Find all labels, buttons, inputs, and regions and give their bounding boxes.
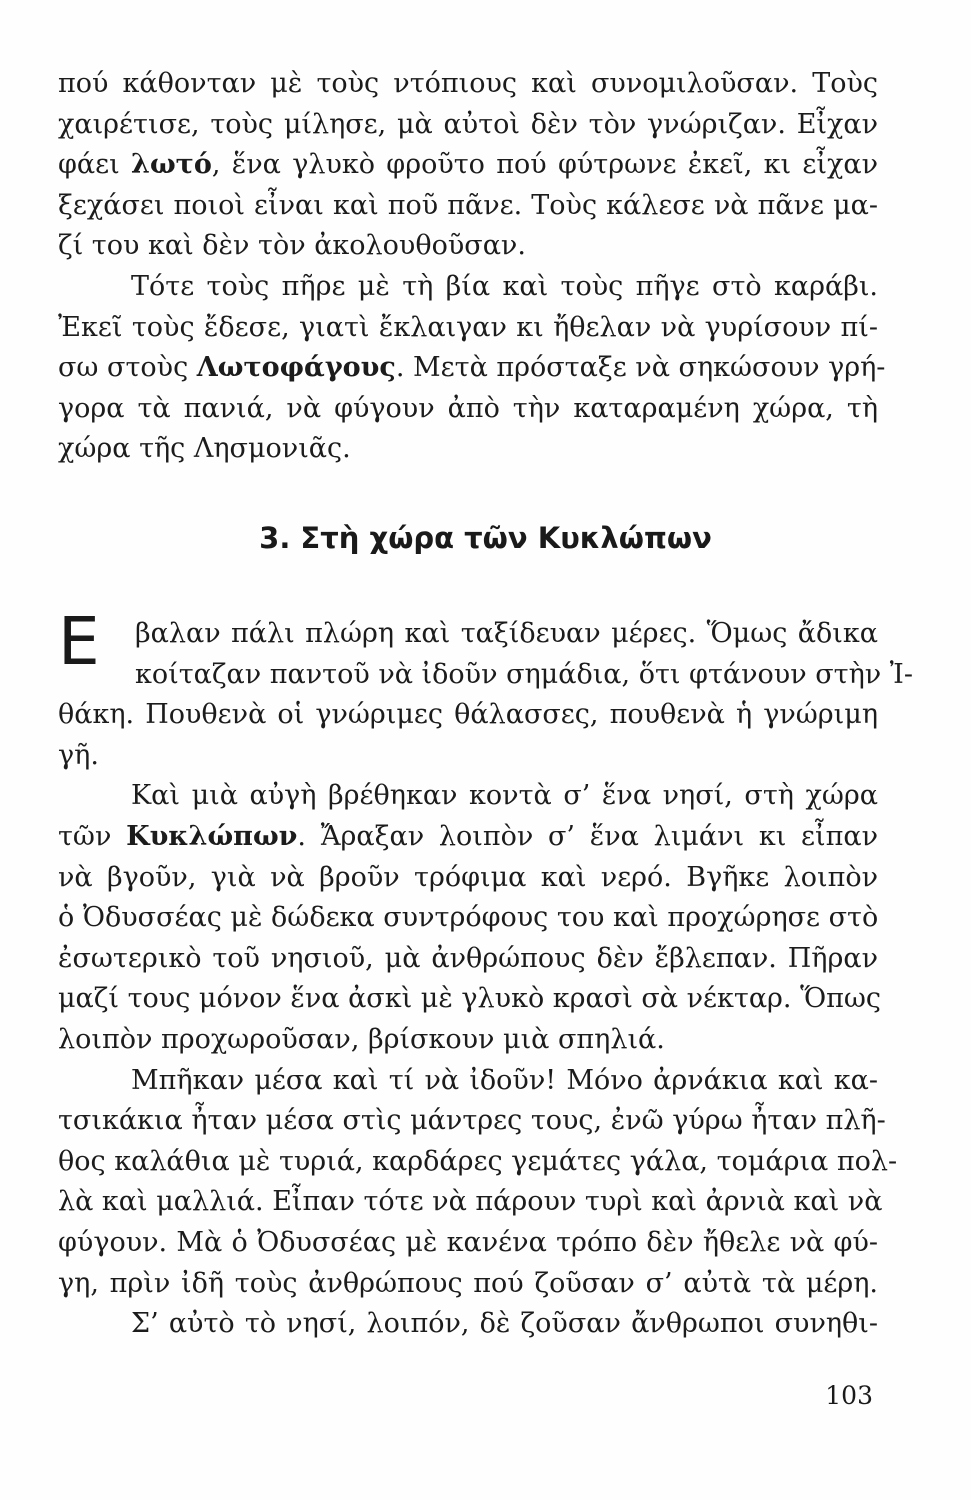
bold-term-cyclopes: Κυκλώπων <box>126 820 298 852</box>
text-run: σω στοὺς <box>58 352 197 384</box>
text-run: . Μετὰ πρόσταξε νὰ σηκώσουν γρή- <box>395 352 886 384</box>
drop-cap: Ε <box>58 603 100 680</box>
text-line: πού κάθονταν μὲ τοὺς ντόπιους καὶ συνομιλοῦσαν. Τοὺς <box>58 68 878 99</box>
bold-term-lotus: λωτό <box>131 149 212 181</box>
text-line <box>58 817 878 858</box>
text-line <box>58 348 886 389</box>
text-line: Σ’ αὐτὸ τὸ νησί, λοιπόν, δὲ ζοῦσαν ἄνθρωποι συνηθι- <box>131 1308 878 1340</box>
text-line: τσικάκια ἦταν μέσα στὶς μάντρες τους, ἐνῶ γύρω ἦταν πλῆ- <box>58 1105 886 1137</box>
text-line: θάκη. Πουθενὰ οἱ γνώριμες θάλασσες, πουθενὰ ἡ γνώριμη <box>58 699 878 731</box>
text-line: φύγουν. Μὰ ὁ Ὀδυσσέας μὲ κανένα τρόπο δὲν ἤθελε νὰ φύ- <box>58 1226 878 1258</box>
text-line: χαιρέτισε, τοὺς μίλησε, μὰ αὐτοὶ δὲν τὸν γνώριζαν. Εἶχαν <box>58 108 878 140</box>
text-line: βαλαν πάλι πλώρη καὶ ταξίδευαν μέρες. Ὅμως ἄδικα <box>135 618 878 649</box>
text-line: κοίταζαν παντοῦ νὰ ἰδοῦν σημάδια, ὅτι φτάνουν στὴν Ἰ- <box>135 658 913 690</box>
text-line <box>58 145 878 186</box>
text-run: , ἕνα γλυκὸ φροῦτο πού φύτρωνε ἐκεῖ, κι εἶχαν <box>211 149 878 181</box>
text-line: Ἐκεῖ τοὺς ἔδεσε, γιατὶ ἔκλαιγαν κι ἤθελαν νὰ γυρίσουν πί- <box>58 311 878 343</box>
paragraph-block-cyclopes <box>58 603 913 1345</box>
text-line: ὁ Ὀδυσσέας μὲ δώδεκα συντρόφους του καὶ προχώρησε στὸ <box>58 902 879 934</box>
text-line: ἐσωτερικὸ τοῦ νησιοῦ, μὰ ἀνθρώπους δὲν ἔβλεπαν. Πῆραν <box>58 942 878 974</box>
text-line: λοιπὸν προχωροῦσαν, βρίσκουν μιὰ σπηλιά. <box>58 1023 665 1055</box>
text-line: Καὶ μιὰ αὐγὴ βρέθηκαν κοντὰ σ’ ἕνα νησί, στὴ χώρα <box>131 780 878 812</box>
text-line: θος καλάθια μὲ τυριά, καρδάρες γεμάτες γάλα, τομάρια πολ- <box>58 1145 898 1177</box>
text-run: φάει <box>58 149 132 181</box>
text-line: ξεχάσει ποιοὶ εἶναι καὶ ποῦ πᾶνε. Τοὺς κάλεσε νὰ πᾶνε μα- <box>58 189 878 221</box>
text-line: νὰ βγοῦν, γιὰ νὰ βροῦν τρόφιμα καὶ νερό. Βγῆκε λοιπὸν <box>58 861 878 893</box>
bold-term-lotus-eaters: Λωτοφάγους <box>196 352 396 384</box>
chapter-heading: 3. Στὴ χώρα τῶν Κυκλώπων <box>259 521 712 555</box>
text-line: Τότε τοὺς πῆρε μὲ τὴ βία καὶ τοὺς πῆγε στὸ καράβι. <box>131 270 878 302</box>
text-line: χώρα τῆς Λησμονιᾶς. <box>58 433 351 465</box>
text-line: γῆ. <box>58 739 99 771</box>
text-line: γη, πρὶν ἰδῆ τοὺς ἀνθρώπους πού ζοῦσαν σ’ αὐτὰ τὰ μέρη. <box>58 1267 878 1299</box>
text-line: μαζί τους μόνον ἕνα ἀσκὶ μὲ γλυκὸ κρασὶ σὰ νέκταρ. Ὅπως <box>58 983 881 1015</box>
page-number: 103 <box>825 1381 873 1410</box>
text-line: γορα τὰ πανιά, νὰ φύγουν ἀπὸ τὴν καταραμένη χώρα, τὴ <box>58 392 878 424</box>
paragraph-block-lotus-eaters <box>58 64 886 470</box>
text-line: ζί του καὶ δὲν τὸν ἀκολουθοῦσαν. <box>58 230 526 262</box>
text-line: Μπῆκαν μέσα καὶ τί νὰ ἰδοῦν! Μόνο ἀρνάκια καὶ κα- <box>131 1064 878 1096</box>
text-run: τῶν <box>58 820 127 852</box>
text-run: . Ἄραξαν λοιπὸν σ’ ἕνα λιμάνι κι εἶπαν <box>297 820 878 852</box>
text-line: λὰ καὶ μαλλιά. Εἶπαν τότε νὰ πάρουν τυρὶ καὶ ἀρνιὰ καὶ νὰ <box>58 1186 883 1218</box>
